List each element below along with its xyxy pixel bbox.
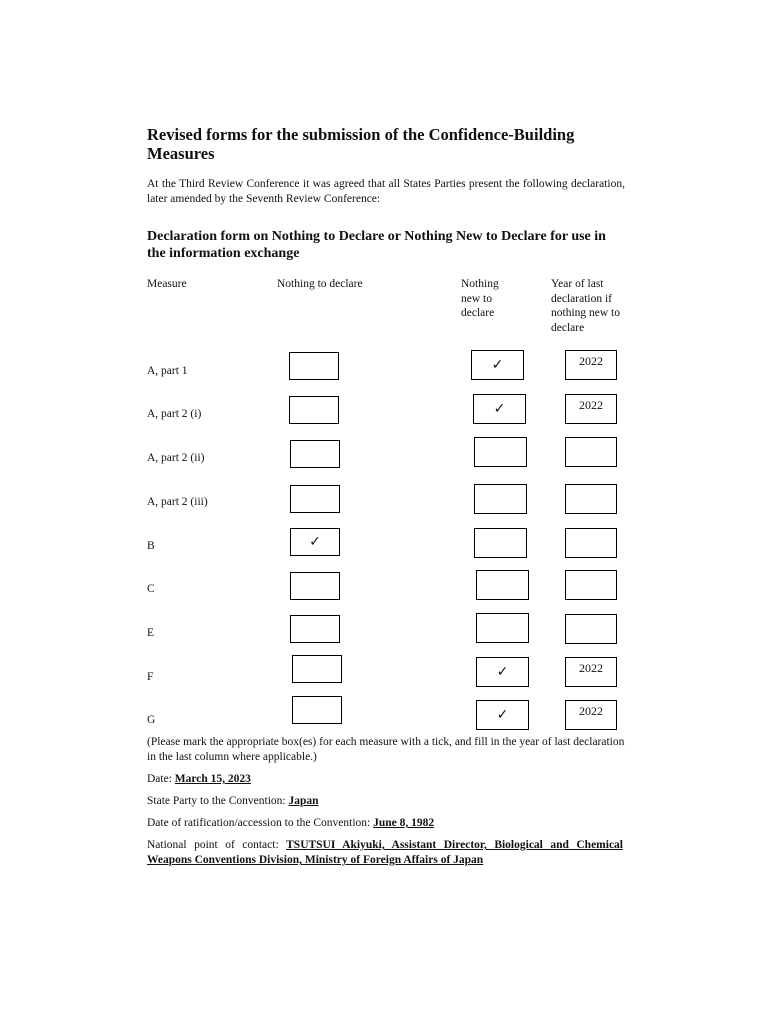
year-of-last-declaration-field[interactable] <box>565 350 617 380</box>
header-measure: Measure <box>147 278 187 290</box>
header-nothing-new-line: Nothing <box>461 278 499 290</box>
state-party-line <box>147 794 319 809</box>
date-value: March 15, 2023 <box>174 773 251 785</box>
header-year-line: declaration if <box>551 292 612 305</box>
year-value: 2022 <box>579 397 603 412</box>
nothing-new-checkbox[interactable] <box>476 657 529 687</box>
state-party-label: State Party to the Convention: <box>147 795 289 807</box>
header-nothing-new-line: new to <box>461 292 492 305</box>
measure-label: B <box>147 540 155 552</box>
contact-line <box>147 838 623 868</box>
nothing-new-checkbox[interactable] <box>474 528 527 558</box>
date-line <box>147 772 251 787</box>
header-year-line: Year of last <box>551 278 604 290</box>
year-of-last-declaration-field[interactable] <box>565 657 617 687</box>
nothing-to-declare-checkbox[interactable] <box>290 528 340 556</box>
year-of-last-declaration-field[interactable] <box>565 528 617 558</box>
measure-label: C <box>147 583 155 595</box>
nothing-to-declare-checkbox[interactable] <box>292 655 342 683</box>
year-of-last-declaration-field[interactable] <box>565 437 617 467</box>
measure-label: A, part 1 <box>147 365 188 377</box>
year-of-last-declaration-field[interactable] <box>565 484 617 514</box>
checkmark-icon: ✓ <box>493 401 506 417</box>
contact-value: TSUTSUI Akiyuki, Assistant Director, Biological and Chemical Weapons Conventions Division, Ministry of Foreign Affairs of Japan <box>147 839 623 866</box>
header-year-line: declare <box>551 321 585 334</box>
nothing-to-declare-checkbox[interactable] <box>289 352 339 380</box>
year-value: 2022 <box>579 353 603 368</box>
nothing-new-checkbox[interactable] <box>476 570 529 600</box>
nothing-new-checkbox[interactable] <box>474 484 527 514</box>
nothing-new-checkbox[interactable] <box>471 350 524 380</box>
contact-label: National point of contact: <box>147 839 287 851</box>
header-year <box>551 277 620 335</box>
year-value: 2022 <box>579 660 603 675</box>
declaration-subtitle: Declaration form on Nothing to Declare or Nothing New to Declare for use in the information exchange <box>147 229 606 261</box>
header-year-line: nothing new to <box>551 307 620 320</box>
instruction-note: (Please mark the appropriate box(es) for each measure with a tick, and fill in the year of last declaration in the last column where applicable.) <box>147 736 625 763</box>
intro-paragraph: At the Third Review Conference it was agreed that all States Parties present the following declaration, later amended by the Seventh Review Conference: <box>147 178 625 205</box>
nothing-to-declare-checkbox[interactable] <box>290 572 340 600</box>
checkmark-icon: ✓ <box>496 707 509 723</box>
checkmark-icon: ✓ <box>491 357 504 373</box>
measure-label: A, part 2 (iii) <box>147 496 208 508</box>
measure-label: E <box>147 627 155 639</box>
header-nothing-to-declare: Nothing to declare <box>277 278 363 290</box>
nothing-to-declare-checkbox[interactable] <box>290 615 340 643</box>
checkmark-icon: ✓ <box>309 534 321 550</box>
year-value: 2022 <box>579 703 603 718</box>
nothing-new-checkbox[interactable] <box>476 613 529 643</box>
ratification-value: June 8, 1982 <box>373 817 435 829</box>
year-of-last-declaration-field[interactable] <box>565 570 617 600</box>
state-party-value: Japan <box>288 795 319 807</box>
nothing-new-checkbox[interactable] <box>476 700 529 730</box>
measure-label: F <box>147 671 154 683</box>
form-title: Revised forms for the submission of the Confidence-Building Measures <box>147 125 575 163</box>
measure-label: A, part 2 (ii) <box>147 452 205 464</box>
year-of-last-declaration-field[interactable] <box>565 700 617 730</box>
header-nothing-new-line: declare <box>461 307 495 320</box>
nothing-new-checkbox[interactable] <box>474 437 527 467</box>
measure-label: G <box>147 714 156 726</box>
nothing-to-declare-checkbox[interactable] <box>290 485 340 513</box>
ratification-line <box>147 816 434 831</box>
date-label: Date: <box>147 773 175 785</box>
checkmark-icon: ✓ <box>496 664 509 680</box>
header-nothing-new <box>461 277 499 321</box>
ratification-label: Date of ratification/accession to the Convention: <box>147 817 374 829</box>
year-of-last-declaration-field[interactable] <box>565 394 617 424</box>
nothing-new-checkbox[interactable] <box>473 394 526 424</box>
measure-label: A, part 2 (i) <box>147 408 202 420</box>
nothing-to-declare-checkbox[interactable] <box>290 440 340 468</box>
year-of-last-declaration-field[interactable] <box>565 614 617 644</box>
nothing-to-declare-checkbox[interactable] <box>292 696 342 724</box>
nothing-to-declare-checkbox[interactable] <box>289 396 339 424</box>
